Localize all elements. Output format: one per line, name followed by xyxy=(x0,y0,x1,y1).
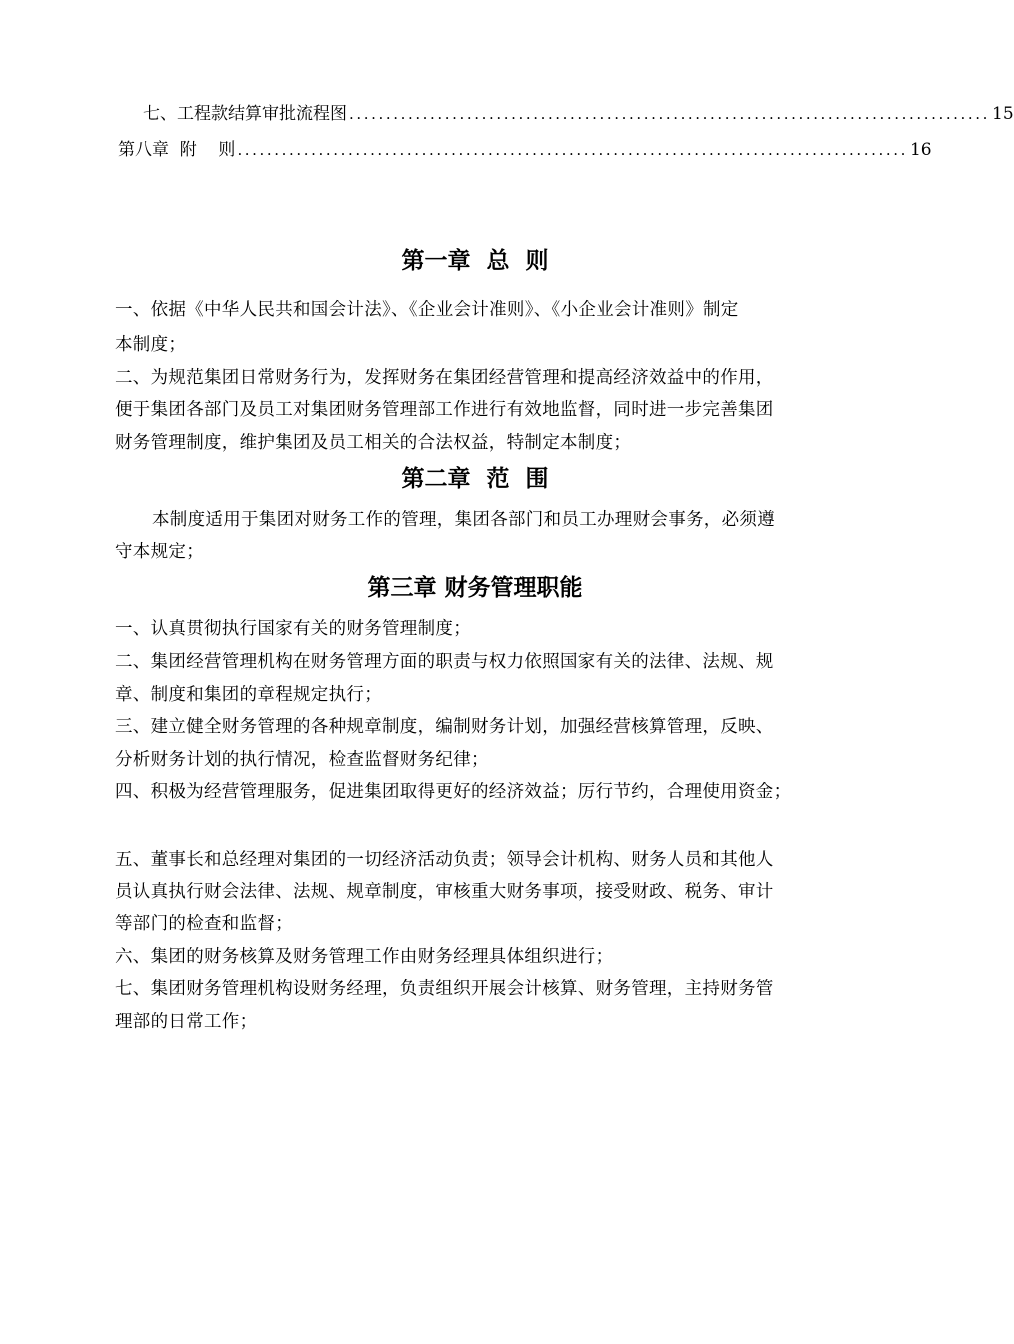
toc-entry-page: 16 xyxy=(909,140,932,160)
chapter-3-line: 一、认真贯彻执行国家有关的财务管理制度； xyxy=(115,619,471,639)
chapter-1-line: 财务管理制度，维护集团及员工相关的合法权益，特制定本制度； xyxy=(115,433,632,453)
toc-leader-dots: ........................................................................................... xyxy=(237,141,908,159)
chapter-1-line: 本制度； xyxy=(115,335,187,355)
toc-entry[interactable] xyxy=(118,139,932,161)
chapter-3-line: 七、集团财务管理机构设财务经理，负责组织开展会计核算、财务管理，主持财务管 xyxy=(115,979,774,999)
chapter-3-line: 等部门的检查和监督； xyxy=(115,914,293,934)
toc-leader-dots: ....................................................................................... xyxy=(349,105,991,123)
chapter-1-line: 便于集团各部门及员工对集团财务管理部工作进行有效地监督，同时进一步完善集团 xyxy=(115,400,774,420)
chapter-1-line: 二、为规范集团日常财务行为，发挥财务在集团经营管理和提高经济效益中的作用， xyxy=(115,368,774,388)
chapter-3-line: 章、制度和集团的章程规定执行； xyxy=(115,685,382,705)
chapter-3-line: 分析财务计划的执行情况，检查监督财务纪律； xyxy=(115,750,489,770)
chapter-2-title: 第二章 范 围 xyxy=(401,466,549,492)
chapter-3-line: 五、董事长和总经理对集团的一切经济活动负责；领导会计机构、财务人员和其他人 xyxy=(115,850,774,870)
toc-entry[interactable] xyxy=(143,103,1014,125)
chapter-3-line: 三、建立健全财务管理的各种规章制度，编制财务计划，加强经营核算管理，反映、 xyxy=(115,717,774,737)
toc-entry-label: 七、工程款结算审批流程图 xyxy=(143,104,347,124)
chapter-3-line: 二、集团经营管理机构在财务管理方面的职责与权力依照国家有关的法律、法规、规 xyxy=(115,652,774,672)
chapter-3-line: 理部的日常工作； xyxy=(115,1012,258,1032)
chapter-1-title: 第一章 总 则 xyxy=(401,248,549,274)
toc-entry-label: 第八章 附 则 xyxy=(118,140,236,160)
chapter-2-line: 守本规定； xyxy=(115,542,204,562)
chapter-3-line: 四、积极为经营管理服务，促进集团取得更好的经济效益；厉行节约，合理使用资金； xyxy=(115,782,792,802)
chapter-2-line: 本制度适用于集团对财务工作的管理，集团各部门和员工办理财会事务，必须遵 xyxy=(152,510,775,530)
toc-entry-page: 15 xyxy=(992,104,1014,124)
chapter-3-title: 第三章 财务管理职能 xyxy=(367,575,583,601)
chapter-3-line: 六、集团的财务核算及财务管理工作由财务经理具体组织进行； xyxy=(115,947,614,967)
chapter-1-line: 一、依据《中华人民共和国会计法》、《企业会计准则》、《小企业会计准则》制定 xyxy=(115,300,739,320)
chapter-3-line: 员认真执行财会法律、法规、规章制度，审核重大财务事项，接受财政、税务、审计 xyxy=(115,882,774,902)
